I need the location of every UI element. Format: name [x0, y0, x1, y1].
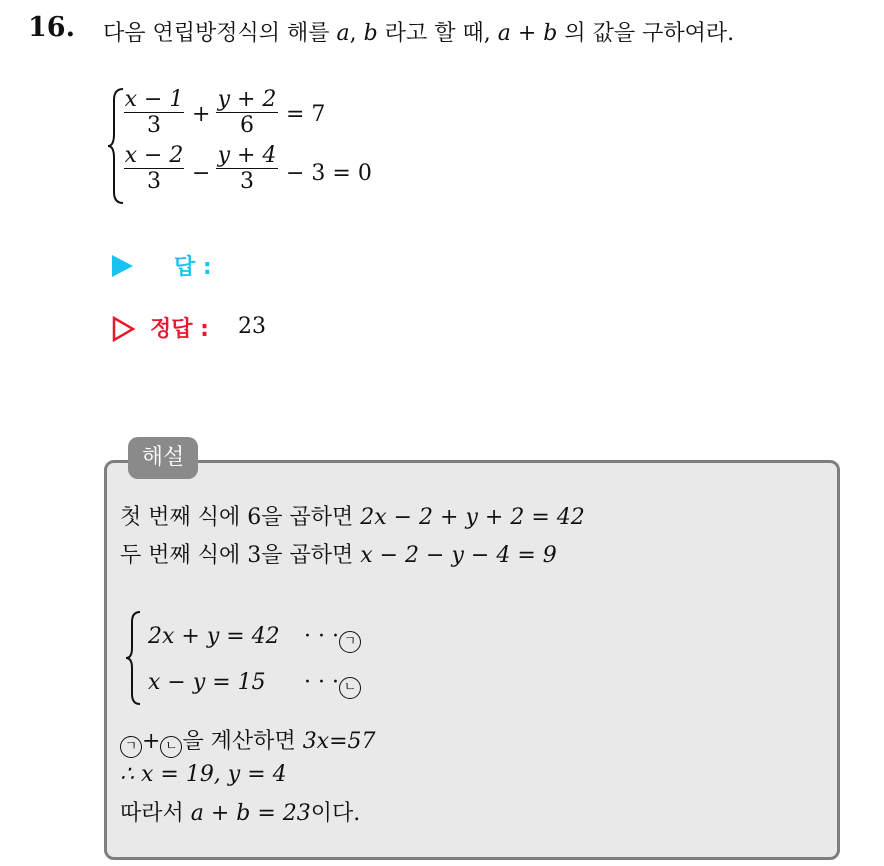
- line3-math: 3x=57: [302, 729, 376, 754]
- answer-label: 답 :: [174, 255, 212, 280]
- correct-answer-label: 정답 :: [150, 317, 209, 342]
- eq2-fraction-2: [216, 144, 278, 194]
- play-triangle-icon: [112, 255, 133, 277]
- line2-text: 두 번째 식에 3을 곱하면: [120, 543, 361, 568]
- outline-triangle-icon: [112, 316, 136, 342]
- eq2-fraction-1: [124, 144, 184, 194]
- sys-eq1-dots: · · ·: [304, 624, 339, 649]
- line1-text: 첫 번째 식에 6을 곱하면: [120, 505, 361, 530]
- eq2-operator: −: [192, 161, 211, 186]
- explanation-line-3: [120, 724, 376, 758]
- explanation-system-eq2-marker: [304, 670, 361, 699]
- line3-plus: +: [142, 729, 161, 754]
- eq1-frac2-denominator: 6: [216, 112, 278, 138]
- eq2-frac2-numerator: y + 4: [217, 143, 277, 168]
- eq2-rhs: − 3 = 0: [286, 161, 372, 186]
- line2-math: x − 2 − y − 4 = 9: [360, 543, 557, 568]
- eq2-frac2-denominator: 3: [216, 168, 278, 194]
- var-a: a: [336, 21, 350, 46]
- question-text-suffix: 의 값을 구하여라.: [557, 21, 735, 46]
- eq1-fraction-2: [216, 88, 278, 138]
- expression-a-plus-b: a + b: [497, 21, 558, 46]
- line5-suffix: 이다.: [310, 801, 361, 826]
- line3-text: 을 계산하면: [182, 729, 303, 754]
- question-comma: ,: [349, 21, 364, 46]
- var-b: b: [363, 21, 378, 46]
- explanation-line-1: [120, 500, 585, 531]
- explanation-line-4: [120, 762, 287, 787]
- eq1-operator: +: [192, 102, 211, 127]
- line5-text: 따라서: [120, 801, 191, 826]
- eq2-frac1-numerator: x − 2: [124, 143, 184, 168]
- explanation-brace-icon: [126, 610, 142, 706]
- equation-system: [108, 86, 408, 206]
- line5-math: a + b = 23: [190, 801, 311, 826]
- explanation-line-2: [120, 538, 557, 569]
- question-number: 16.: [28, 12, 75, 43]
- eq1-frac1-numerator: x − 1: [124, 87, 184, 112]
- eq1-rhs: = 7: [286, 102, 326, 127]
- question-text-mid: 라고 할 때,: [377, 21, 498, 46]
- line4-math: ∴ x = 19, y = 4: [120, 762, 287, 787]
- explanation-system-eq1: [148, 624, 280, 649]
- explanation-system-eq2: [148, 670, 266, 695]
- sys-eq2-dots: · · ·: [304, 670, 339, 695]
- eq1-frac1-denominator: 3: [124, 112, 184, 138]
- circled-nieun-icon: ㄴ: [160, 736, 182, 758]
- correct-answer-value: 23: [238, 314, 266, 339]
- sys-eq1-math: 2x + y = 42: [148, 624, 280, 649]
- circled-nieun-icon: ㄴ: [339, 677, 361, 699]
- question-text: [103, 16, 734, 47]
- eq2-frac1-denominator: 3: [124, 168, 184, 194]
- line1-math: 2x − 2 + y + 2 = 42: [360, 505, 585, 530]
- sys-eq2-math: x − y = 15: [148, 670, 266, 695]
- explanation-system-eq1-marker: [304, 624, 361, 653]
- explanation-line-5: [120, 796, 360, 827]
- circled-giyeok-icon: ㄱ: [339, 631, 361, 653]
- eq1-frac2-numerator: y + 2: [217, 87, 277, 112]
- circled-giyeok-icon: ㄱ: [120, 736, 142, 758]
- eq1-fraction-1: [124, 88, 184, 138]
- explanation-tab: 해설: [128, 437, 198, 479]
- question-text-prefix: 다음 연립방정식의 해를: [103, 21, 337, 46]
